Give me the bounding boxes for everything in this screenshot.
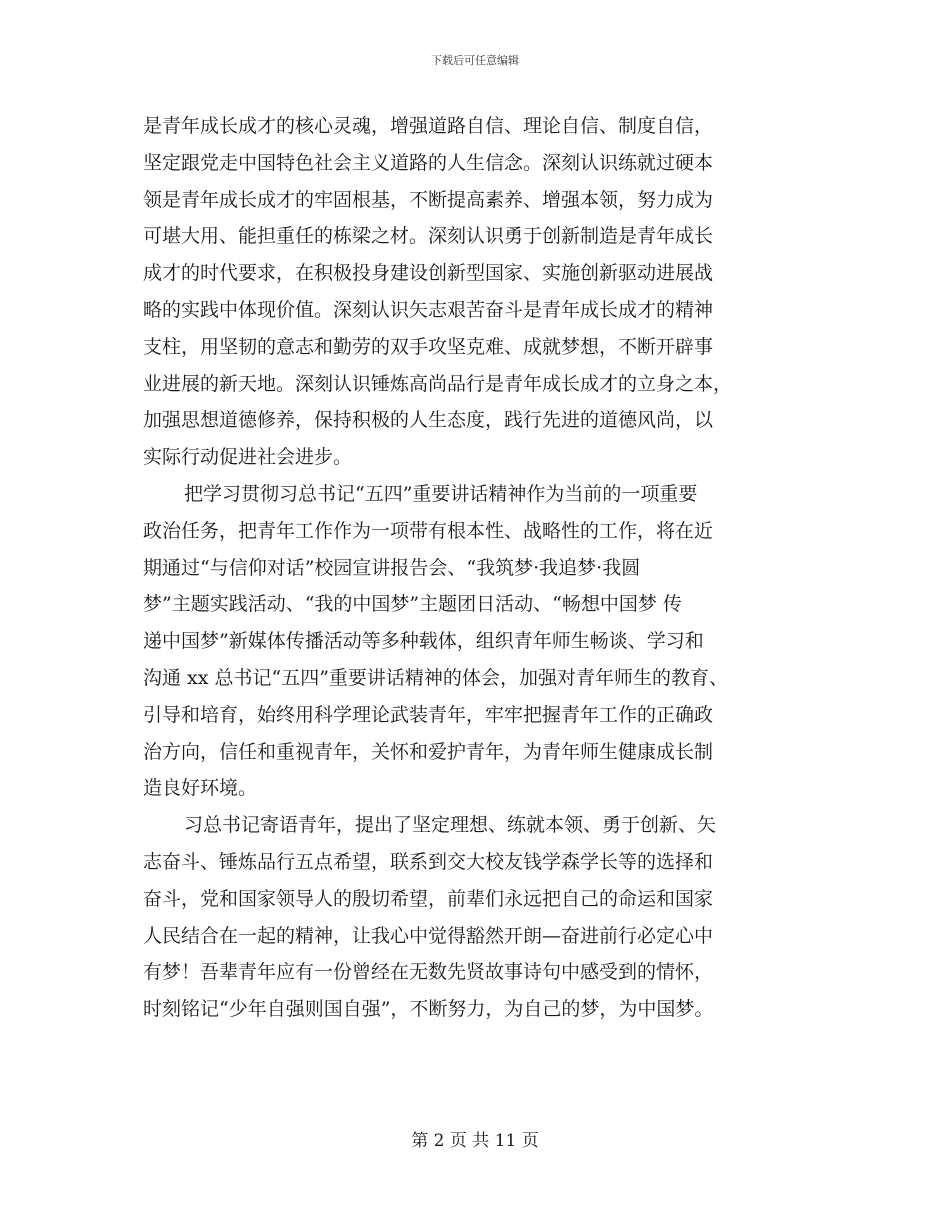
text-line: 业进展的新天地。深刻认识锤炼高尚品行是青年成长成才的立身之本， xyxy=(143,372,733,395)
text-line: 时刻铭记“少年自强则国自强”，不断努力，为自己的梦，为中国梦。 xyxy=(143,998,714,1021)
page-header: 下载后可任意编辑 xyxy=(431,54,519,67)
paragraph-1 xyxy=(143,108,823,476)
text-line: 政治任务，把青年工作作为一项带有根本性、战略性的工作，将在近 xyxy=(143,519,714,542)
text-line: 加强思想道德修养，保持积极的人生态度，践行先进的道德风尚，以 xyxy=(143,409,714,432)
text-line: 领是青年成长成才的牢固根基，不断提高素养、增强本领，努力成为 xyxy=(143,188,714,211)
text-line: 习总书记寄语青年，提出了坚定理想、练就本领、勇于创新、矢 xyxy=(184,814,717,837)
text-line: 治方向，信任和重视青年，关怀和爱护青年，为青年师生健康成长制 xyxy=(143,740,714,763)
text-line: 略的实践中体现价值。深刻认识矢志艰苦奋斗是青年成长成才的精神 xyxy=(143,298,714,321)
text-line: 梦”主题实践活动、“我的中国梦”主题团日活动、“畅想中国梦 传 xyxy=(143,593,682,616)
text-line: 志奋斗、锤炼品行五点希望，联系到交大校友钱学森学长等的选择和 xyxy=(143,850,714,873)
text-line: 支柱，用坚韧的意志和勤劳的双手攻坚克难、成就梦想，不断开辟事 xyxy=(143,335,714,358)
text-line: 造良好环境。 xyxy=(143,777,258,800)
text-line: 递中国梦”新媒体传播活动等多种载体，组织青年师生畅谈、学习和 xyxy=(143,630,704,653)
text-line: 实际行动促进社会进步。 xyxy=(143,446,353,469)
text-line: 把学习贯彻习总书记“五四”重要讲话精神作为当前的一项重要 xyxy=(184,482,698,505)
paragraph-2 xyxy=(143,476,823,807)
page-number: 第 2 页 共 11 页 xyxy=(411,1131,539,1151)
text-line: 有梦！吾辈青年应有一份曾经在无数先贤故事诗句中感受到的情怀， xyxy=(143,961,714,984)
text-line: 期通过“与信仰对话”校园宣讲报告会、“我筑梦·我追梦·我圆 xyxy=(143,556,641,579)
text-line: 成才的时代要求，在积极投身建设创新型国家、实施创新驱动进展战 xyxy=(143,262,714,285)
document-body xyxy=(143,108,823,1028)
text-line: 引导和培育，始终用科学理论武装青年，牢牢把握青年工作的正确政 xyxy=(143,703,714,726)
text-line: 可堪大用、能担重任的栋梁之材。深刻认识勇于创新制造是青年成长 xyxy=(143,225,714,248)
text-line: 沟通 xx 总书记“五四”重要讲话精神的体会，加强对青年师生的教育、 xyxy=(143,666,728,689)
text-line: 人民结合在一起的精神，让我心中觉得豁然开朗—奋进前行必定心中 xyxy=(143,924,714,947)
text-line: 奋斗，党和国家领导人的殷切希望，前辈们永远把自己的命运和国家 xyxy=(143,887,714,910)
text-line: 是青年成长成才的核心灵魂，增强道路自信、理论自信、制度自信， xyxy=(143,115,714,137)
text-line: 坚定跟党走中国特色社会主义道路的人生信念。深刻认识练就过硬本 xyxy=(143,151,714,174)
paragraph-3 xyxy=(143,807,823,1028)
